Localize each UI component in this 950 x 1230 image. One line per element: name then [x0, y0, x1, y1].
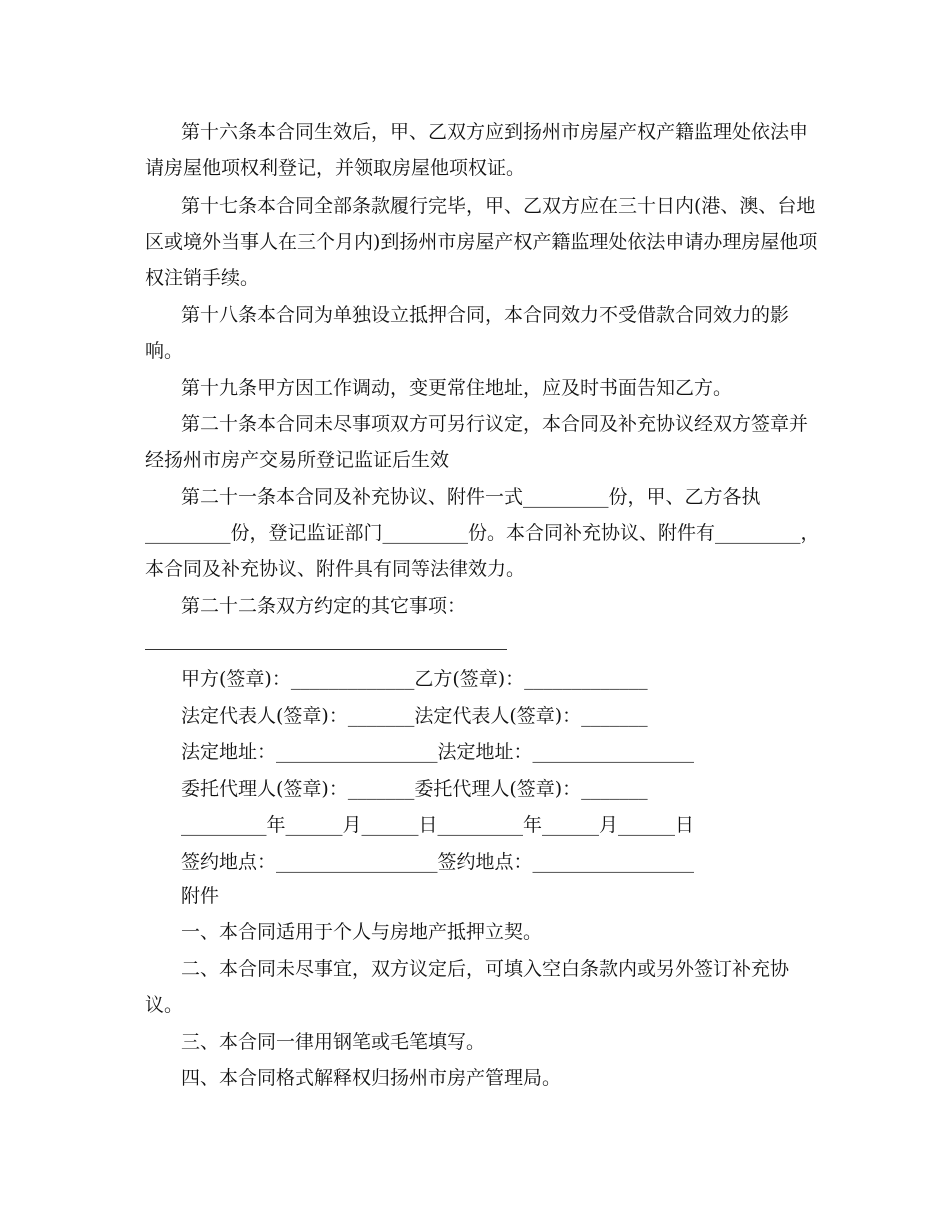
article-18-line-1: 第十八条本合同为单独设立抵押合同，本合同效力不受借款合同效力的影 [181, 304, 790, 326]
signature-line-agent: 委托代理人(签章)：_______委托代理人(签章)：_______ [181, 778, 648, 800]
signature-line-legal-rep: 法定代表人(签章)：_______法定代表人(签章)：_______ [181, 705, 648, 727]
article-18-line-2: 响。 [145, 340, 184, 362]
blank-fill-line [145, 649, 507, 650]
article-20-line-1: 第二十条本合同未尽事项双方可另行议定，本合同及补充协议经双方签章并 [181, 413, 809, 435]
article-16-line-1: 第十六条本合同生效后，甲、乙双方应到扬州市房屋产权产籍监理处依法申 [181, 121, 809, 143]
signature-line-party: 甲方(签章)：_____________乙方(签章)：_____________ [181, 668, 648, 690]
appendix-item-1: 一、本合同适用于个人与房地产抵押立契。 [181, 921, 543, 943]
article-19-line-1: 第十九条甲方因工作调动，变更常住地址，应及时书面告知乙方。 [181, 377, 733, 399]
signature-line-legal-address: 法定地址：_________________法定地址：_________________ [181, 741, 695, 763]
article-21-line-2: _________份，登记监证部门_________份。本合同补充协议、附件有_________， [145, 522, 820, 544]
article-17-line-2: 区或境外当事人在三个月内)到扬州市房屋产权产籍监理处依法申请办理房屋他项 [145, 231, 818, 253]
appendix-heading: 附件 [181, 885, 220, 907]
signature-line-date: _________年______月______日_________年______月______日 [181, 814, 695, 836]
article-20-line-2: 经扬州市房产交易所登记监证后生效 [145, 449, 450, 471]
appendix-item-3: 三、本合同一律用钢笔或毛笔填写。 [181, 1031, 486, 1053]
article-17-line-3: 权注销手续。 [145, 267, 260, 289]
signature-line-signing-place: 签约地点：_________________签约地点：_________________ [181, 851, 695, 873]
article-21-line-3: 本合同及补充协议、附件具有同等法律效力。 [145, 558, 526, 580]
appendix-item-2-line-2: 议。 [145, 994, 184, 1016]
appendix-item-4: 四、本合同格式解释权归扬州市房产管理局。 [181, 1067, 562, 1089]
article-17-line-1: 第十七条本合同全部条款履行完毕，甲、乙双方应在三十日内(港、澳、台地 [181, 195, 816, 217]
article-16-line-2: 请房屋他项权利登记，并领取房屋他项权证。 [145, 157, 526, 179]
appendix-item-2-line-1: 二、本合同未尽事宜，双方议定后，可填入空白条款内或另外签订补充协 [181, 958, 790, 980]
article-21-line-1: 第二十一条本合同及补充协议、附件一式_________份，甲、乙方各执 [181, 486, 761, 508]
article-22-line-1: 第二十二条双方约定的其它事项： [181, 595, 467, 617]
